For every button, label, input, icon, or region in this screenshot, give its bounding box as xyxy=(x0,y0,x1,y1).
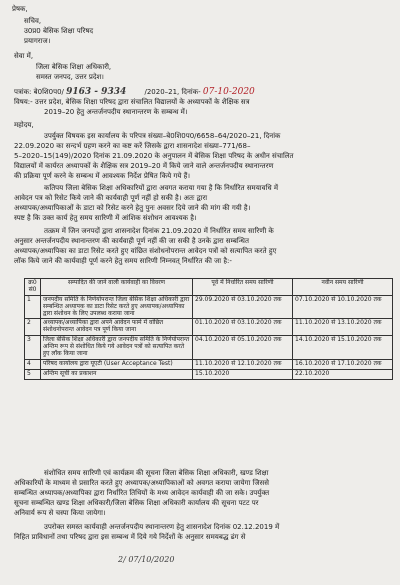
para5-line: निहित प्राविधानों तथा परिषद द्वारा इस सम्बन्ध में दिये गये निर्देशों के अनुसार समयबद्ध ढंग से xyxy=(14,533,246,541)
row-new-schedule: 07.10.2020 से 10.10.2020 तक xyxy=(293,295,393,319)
salutation: महोदय, xyxy=(14,121,34,129)
para4-line: अधिकारियों के माध्यम से प्रसारित करते हुए अध्यापक/अध्यापिकाओं को अवगत कराया जायेगा जिससे xyxy=(14,479,270,487)
para3-line: तत्क्रम में जिन जनपदों द्वारा शासनादेश दिनांक 21.09.2020 में निर्धारित समय सारिणी के xyxy=(44,227,274,235)
row-serial: 1 xyxy=(25,295,41,319)
para1-line: उपर्युक्त विषयक इस कार्यालय के परिपत्र संख्या–बे0शि0प0/6658–64/2020–21, दिनांक xyxy=(44,132,281,140)
from-name: सचिव, xyxy=(24,17,42,25)
table-row xyxy=(25,295,393,319)
row-activity: अन्तिम सूची का प्रकाशन xyxy=(41,369,193,379)
table-row xyxy=(25,359,393,369)
row-activity: जनपदीय समिति के निर्णयोपरान्त जिला बेसिक शिक्षा अधिकारी द्वारा सम्बन्धित अध्यापक का डाटा रिसेट करते हुए अध्यापक/अध्यापिका द्वारा संशोधन के लिए उपलब्ध कराया जाना xyxy=(41,295,193,319)
from-city: प्रयागराज। xyxy=(24,37,51,45)
row-activity: जिला बेसिक शिक्षा अधिकारी द्वारा जनपदीय समिति के निर्णयोपरान्त अन्तिम रूप से संशोधित किये गये आवेदन पत्रों को सत्यापित करते हुए लॉक किया जाना xyxy=(41,336,193,360)
row-old-schedule: 29.09.2020 से 03.10.2020 तक xyxy=(193,295,293,319)
header-activity: सम्पादित की जाने वाली कार्यवाही का विवरण xyxy=(41,279,193,296)
row-serial: 5 xyxy=(25,369,41,379)
subject-line2: 2019–20 हेतु अन्तर्जनपदीय स्थानान्तरण के सम्बन्ध में। xyxy=(44,108,188,116)
para4-line: संशोधित समय सारिणी एवं कार्यक्रम की सूचना जिला बेसिक शिक्षा अधिकारी, खण्ड शिक्षा xyxy=(44,469,269,477)
para1-line: 5–2020–15(149)/2020 दिनांक 21.09.2020 के अनुपालन में बेसिक शिक्षा परिषद के अधीन संचालित xyxy=(14,152,294,160)
header-new-schedule: नवीन समय सारिणी xyxy=(293,279,393,296)
para1-line: की प्रक्रिया पूर्ण करने के सम्बन्ध में आवश्यक निर्देश प्रेषित किये गये हैं। xyxy=(14,172,190,180)
row-new-schedule: 14.10.2020 से 15.10.2020 तक xyxy=(293,336,393,360)
letter-prefix: पत्रांक: बे0शि0प0/ xyxy=(14,88,64,96)
para3-line: अध्यापक/अध्यापिका का डाटा रिसेट करते हुए वांछित संशोधनोपरान्त आवेदन पत्रों को सत्यापित करते हुए xyxy=(14,247,277,255)
from-org: उ0प्र0 बेसिक शिक्षा परिषद xyxy=(24,27,94,35)
letter-date-handwritten: 07-10-2020 xyxy=(202,87,255,97)
row-new-schedule: 16.10.2020 से 17.10.2020 तक xyxy=(293,359,393,369)
header-serial: क्र0 सं0 xyxy=(25,279,41,296)
para1-line: विद्यालयों में कार्यरत अध्यापकों के शैक्षिक सत्र 2019–20 में किये जाने वाले अन्तर्जनपदीय स्थानान्तरण xyxy=(14,162,274,170)
header-old-schedule: पूर्व में निर्धारित समय सारिणी xyxy=(193,279,293,296)
para2-line: कतिपय जिला बेसिक शिक्षा अधिकारियों द्वारा अवगत कराया गया है कि निर्धारित समयावधि में xyxy=(44,184,279,192)
letter-reference xyxy=(14,87,255,98)
para3-line: लॉक किये जाने की कार्यवाही पूर्ण करने हेतु समय सारिणी निम्नवत् निर्धारित की जा है:- xyxy=(14,257,232,265)
row-serial: 4 xyxy=(25,359,41,369)
row-new-schedule: 11.10.2020 से 13.10.2020 तक xyxy=(293,319,393,336)
letter-number-handwritten: 9163 - 9334 xyxy=(66,87,127,97)
table-row xyxy=(25,319,393,336)
row-activity: अध्यापक/अध्यापिका द्वारा अपने आवेदन फार्म में वांछित संशोधनोपरान्त आवेदन पत्र पूर्ण किया जाना xyxy=(41,319,193,336)
para4-line: अनिवार्य रूप से चस्पा किया जायेगा। xyxy=(14,509,106,517)
table-row xyxy=(25,336,393,360)
para4-line: सूचना सम्बन्धित खण्ड शिक्षा अधिकारी/जिला बेसिक शिक्षा अधिकारी कार्यालय की सूचना पटट पर xyxy=(14,499,259,507)
row-new-schedule: 22.10.2020 xyxy=(293,369,393,379)
schedule-table xyxy=(24,278,393,380)
table-row xyxy=(25,369,393,379)
para2-line: अध्यापक/अध्यापिकाओं के डाटा को रिसेट करने हेतु पुनः अवसर दिये जाने की मांग की गयी है। xyxy=(14,204,251,212)
row-old-schedule: 01.10.2020 से 03.10.2020 तक xyxy=(193,319,293,336)
table-header-row xyxy=(25,279,393,296)
row-activity: परिषद कार्यालय द्वारा यूएटी (User Acceptance Test) xyxy=(41,359,193,369)
row-old-schedule: 11.10.2020 से 12.10.2020 तक xyxy=(193,359,293,369)
para2-line: स्पष्ट है कि उक्त कार्य हेतु समय सारिणी में आंशिक संशोधन आवश्यक है। xyxy=(14,214,197,222)
row-old-schedule: 15.10.2020 xyxy=(193,369,293,379)
para2-line: आवेदन पत्र को रिसेट किये जाने की कार्यवाही पूर्ण नहीं हो सकी है। अतः द्वारा xyxy=(14,194,208,202)
to-label: सेवा में, xyxy=(14,52,34,60)
para3-line: अनुसार अन्तर्जनपदीय स्थानान्तरण की कार्यवाही पूर्ण नहीं की जा सकी है उनके द्वारा सम्बन्धित xyxy=(14,237,249,245)
to-line2: समस्त जनपद, उत्तर प्रदेश। xyxy=(36,73,104,81)
para4-line: सम्बन्धित अध्यापक/अध्यापिका द्वारा निर्धारित तिथियों के मध्य आवेदन कार्यवाही की जा सके। उपर्युक्त xyxy=(14,489,270,497)
from-label: प्रेषक, xyxy=(12,5,28,13)
to-line1: जिला बेसिक शिक्षा अधिकारी, xyxy=(36,63,112,71)
letter-year: /2020–21, दिनांक- xyxy=(144,88,201,96)
para1-line: 22.09.2020 का सन्दर्भ ग्रहण करने का कष्ट करें जिसके द्वारा शासनादेश संख्या–771/68– xyxy=(14,142,251,150)
para5-line: उपरोक्त समस्त कार्यवाही अन्तर्जनपदीय स्थानान्तरण हेतु शासनादेश दिनांक 02.12.2019 में xyxy=(44,523,280,531)
subject-line1: विषय:- उत्तर प्रदेश, बेसिक शिक्षा परिषद द्वारा संचालित विद्यालयों के अध्यापकों के शैक्षिक सत्र xyxy=(14,98,250,106)
row-old-schedule: 04.10.2020 से 05.10.2020 तक xyxy=(193,336,293,360)
row-serial: 3 xyxy=(25,336,41,360)
row-serial: 2 xyxy=(25,319,41,336)
handwritten-note: 2/ 07/10/2020 xyxy=(118,555,175,564)
